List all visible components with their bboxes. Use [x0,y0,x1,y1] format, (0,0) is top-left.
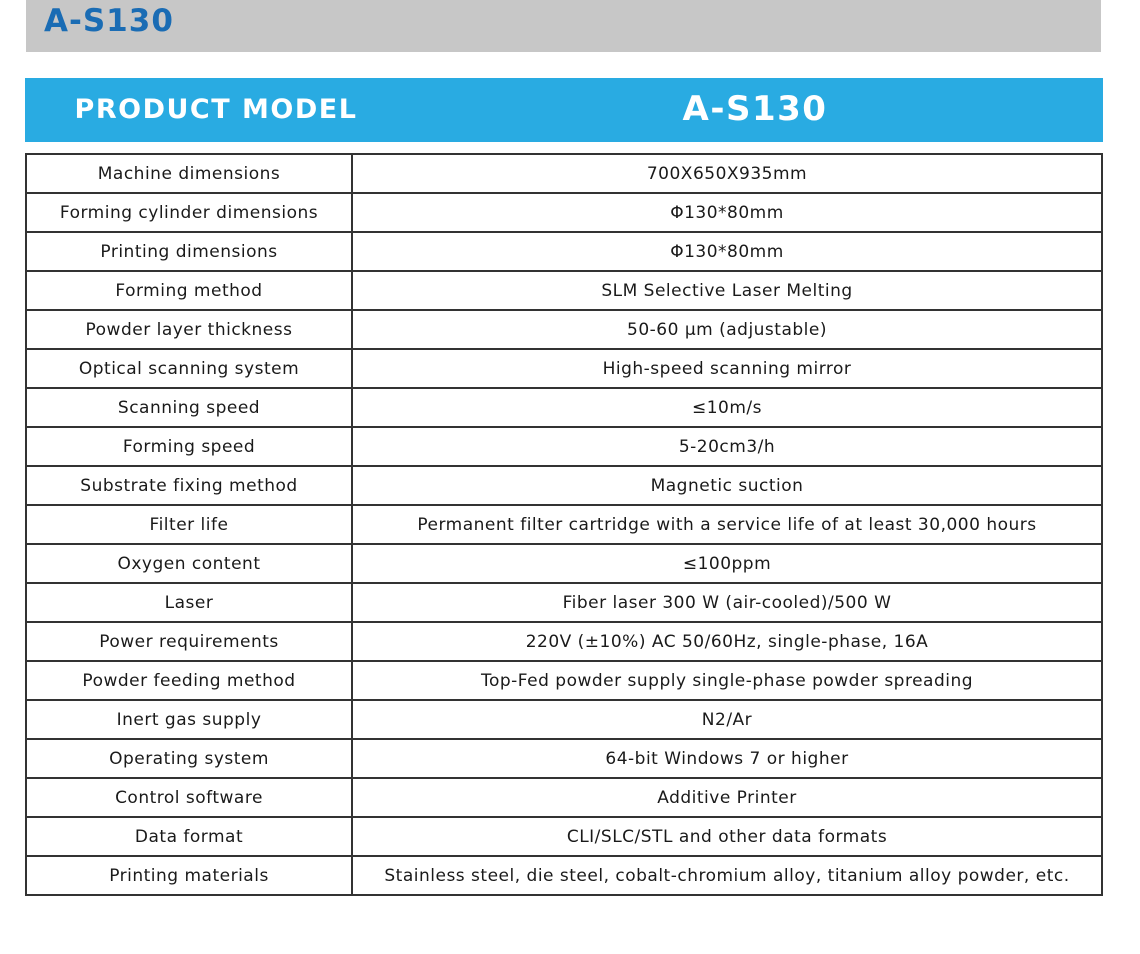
spec-value: N2/Ar [352,700,1102,739]
spec-table [25,153,1103,896]
table-row [26,856,1102,895]
product-model-value: A-S130 [682,89,828,129]
page-title: A-S130 [44,3,174,39]
spec-value: Fiber laser 300 W (air-cooled)/500 W [352,583,1102,622]
spec-label: Optical scanning system [26,349,352,388]
table-row [26,388,1102,427]
spec-value: 50-60 μm (adjustable) [352,310,1102,349]
spec-value: 64-bit Windows 7 or higher [352,739,1102,778]
spec-label: Forming cylinder dimensions [26,193,352,232]
spec-label: Data format [26,817,352,856]
spec-value: SLM Selective Laser Melting [352,271,1102,310]
top-title-bar [26,0,1101,52]
table-row [26,739,1102,778]
spec-label: Power requirements [26,622,352,661]
table-row [26,271,1102,310]
spec-value: Additive Printer [352,778,1102,817]
table-row [26,310,1102,349]
spec-value: ≤10m/s [352,388,1102,427]
product-model-header [25,78,1103,142]
table-row [26,817,1102,856]
spec-label: Powder feeding method [26,661,352,700]
spec-label: Operating system [26,739,352,778]
spec-value: Magnetic suction [352,466,1102,505]
spec-label: Filter life [26,505,352,544]
spec-value: CLI/SLC/STL and other data formats [352,817,1102,856]
spec-label: Machine dimensions [26,154,352,193]
spec-label: Printing dimensions [26,232,352,271]
spec-label: Printing materials [26,856,352,895]
table-row [26,505,1102,544]
spec-value: Φ130*80mm [352,232,1102,271]
spec-label: Inert gas supply [26,700,352,739]
spec-label: Scanning speed [26,388,352,427]
spec-label: Oxygen content [26,544,352,583]
table-row [26,544,1102,583]
spec-label: Powder layer thickness [26,310,352,349]
spec-value: 700X650X935mm [352,154,1102,193]
table-row [26,466,1102,505]
table-row [26,583,1102,622]
spec-value: Top-Fed powder supply single-phase powder spreading [352,661,1102,700]
table-row [26,427,1102,466]
spec-value: High-speed scanning mirror [352,349,1102,388]
spec-value: 220V (±10%) AC 50/60Hz, single-phase, 16A [352,622,1102,661]
spec-value: 5-20cm3/h [352,427,1102,466]
spec-label: Forming method [26,271,352,310]
spec-label: Substrate fixing method [26,466,352,505]
table-row [26,700,1102,739]
spec-value: Φ130*80mm [352,193,1102,232]
table-row [26,778,1102,817]
table-row [26,232,1102,271]
table-row [26,154,1102,193]
spec-value: Stainless steel, die steel, cobalt-chromium alloy, titanium alloy powder, etc. [352,856,1102,895]
table-row [26,622,1102,661]
product-model-label: PRODUCT MODEL [74,94,358,125]
spec-label: Forming speed [26,427,352,466]
spec-label: Laser [26,583,352,622]
spec-value: Permanent filter cartridge with a service life of at least 30,000 hours [352,505,1102,544]
table-row [26,349,1102,388]
spec-table-body [26,154,1102,895]
spec-value: ≤100ppm [352,544,1102,583]
spec-label: Control software [26,778,352,817]
table-row [26,661,1102,700]
table-row [26,193,1102,232]
